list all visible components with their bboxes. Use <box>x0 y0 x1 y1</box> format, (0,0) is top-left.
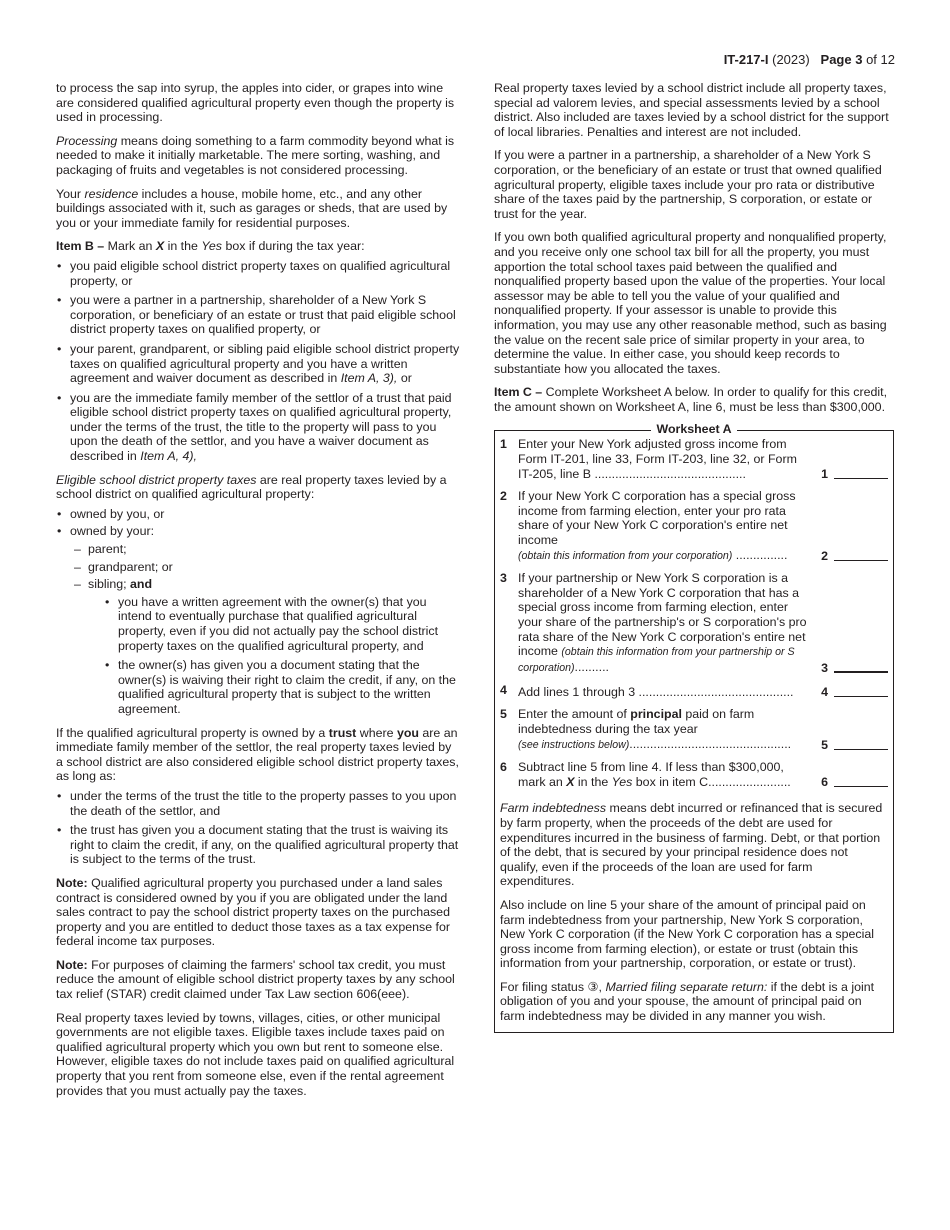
page-header <box>724 53 895 68</box>
worksheet-line-3: 3 If your partnership or New York S corporation is a shareholder of a New York C corporation that has a special gross income from farming election, enter your share of the partnership's or S corporation's pro rata share of the New York C corporation's entire net income (obtain this information from your partnership or S corporation).......... 3 <box>500 571 888 675</box>
paragraph-farm-indebtedness: Farm indebtedness means debt incurred or refinanced that is secured by farm property, when the proceeds of the debt are used for expenditures incurred in the business of farming. Debt, or that portion of the debt, that is secured by your principal residence does not qualify, even if the proceeds of the loan are used for farm expenditures. <box>500 801 883 889</box>
worksheet-line-6: 6 Subtract line 5 from line 4. If less than $300,000, mark an X in the Yes box in item C........................ 6 <box>500 760 888 789</box>
list-item: • you are the immediate family member of the settlor of a trust that paid eligible school district property taxes on qualified agricultural property, under the terms of the trust, the title to the property will pass to you upon the death of the settlor, and you have a waiver document as described in Item A, 4), <box>56 391 460 464</box>
line-3-amount-field[interactable] <box>834 658 888 673</box>
worksheet-line-5: 5 Enter the amount of principal paid on farm indebtedness during the tax year (see instructions below)............................................... 5 <box>500 707 888 752</box>
form-id: IT-217-I <box>723 52 769 67</box>
note-star-credit: Note: For purposes of claiming the farmers' school tax credit, you must reduce the amount of eligible school district property taxes by any school tax relief (STAR) credit claimed under Tax Law section 606(eee). <box>56 957 455 1002</box>
left-column <box>56 81 460 1107</box>
page-total: of 12 <box>866 52 895 67</box>
item-b-list <box>56 259 460 464</box>
list-item: – parent; <box>74 542 460 557</box>
line-1-amount-field[interactable] <box>834 465 888 479</box>
paragraph-processing-intro: to process the sap into syrup, the apples into cider, or grapes into wine are considered qualified agricultural property even though the property is used in processing. <box>56 81 455 125</box>
list-item: • under the terms of the trust the title to the property passes to you upon the death of the settlor, and <box>56 789 460 818</box>
list-item: • the trust has given you a document stating that the trust is waiving its right to claim the credit, if any, on the qualified agricultural property that is subject to the terms of the trust. <box>56 823 460 867</box>
worksheet-line-2: 2 If your New York C corporation has a special gross income from farming election, enter your pro rata share of your New York C corporation's entire net income (obtain this information from your corporation) ............... 2 <box>500 489 888 563</box>
list-item: • the owner(s) has given you a document stating that the owner(s) is waiving their right to claim the credit, if any, on the qualified agricultural property that is subject to the written agreement. <box>104 658 460 716</box>
paragraph-apportion: If you own both qualified agricultural property and nonqualified property, and you receive only one school tax bill for all the property, you must apportion the total school taxes paid between the qualified and nonqualified property based upon the value of the properties. Your local assessor may be able to tell you the value of your qualified and nonqualified property. If your assessor is unable to provide this information, you may use any other reasonable method, such as basing the value on the recent sale price of similar property in your area, to determine the value. In either case, you should keep records to substantiate how you allocated the taxes. <box>494 230 887 376</box>
trust-list <box>56 789 460 867</box>
paragraph-municipal-taxes: Real property taxes levied by towns, villages, cities, or other municipal governments are not eligible taxes. Eligible taxes include taxes paid on qualified agricultural property which you own but rent to someone else. However, eligible taxes do not include taxes paid on qualified agricultural property that you rent from someone else, even if the rental agreement provides that you must actually pay the taxes. <box>56 1010 455 1098</box>
right-column <box>494 81 894 1033</box>
form-year: (2023) <box>772 52 810 67</box>
paragraph-school-taxes: Real property taxes levied by a school district include all property taxes, special ad valorem levies, and special assessments levied by a school district. Also included are taxes levied by a school district for the support of local libraries. Penalties and interest are not included. <box>494 81 889 139</box>
worksheet-line-1: 1 Enter your New York adjusted gross income from Form IT-201, line 33, Form IT-203, line 32, or Form IT-205, line B ............................................ 1 <box>500 437 888 481</box>
relative-list <box>70 542 460 717</box>
line-2-amount-field[interactable] <box>834 547 888 561</box>
item-b-heading: Item B – Mark an X in the Yes box if during the tax year: <box>56 239 365 254</box>
list-item: – sibling; and • you have a written agreement with the owner(s) that you intend to eventually purchase that qualified agricultural property, even if you did not actually pay the school district property taxes on the qualified agricultural property, and • the owner(s) has given you a document stating that the owner(s) is waiving their right to claim the credit, if any, on the qualified agricultural property that is subject to the written agreement. <box>74 577 460 716</box>
line-5-amount-field[interactable] <box>834 736 888 750</box>
worksheet-notes <box>500 797 888 1023</box>
worksheet-line-4: 4 Add lines 1 through 3 ............................................. 4 <box>500 683 888 699</box>
paragraph-eligible-def: Eligible school district property taxes are real property taxes levied by a school district on qualified agricultural property: <box>56 472 447 502</box>
ownership-list <box>56 507 460 717</box>
worksheet-title: Worksheet A <box>651 422 736 436</box>
list-item: • you paid eligible school district property taxes on qualified agricultural property, or <box>56 259 460 288</box>
line-6-amount-field[interactable] <box>834 773 888 787</box>
paragraph-trust: If the qualified agricultural property is owned by a trust where you are an immediate family member of the settlor, the real property taxes levied by a school district are also considered eligible school district property taxes, as long as: <box>56 725 459 784</box>
paragraph-filing-status: For filing status ③, Married filing separate return: if the debt is a joint obligation of you and your spouse, the amount of principal paid on farm indebtedness may be divided in any manner you wish. <box>500 979 875 1024</box>
line-4-amount-field[interactable] <box>834 683 888 697</box>
paragraph-partner-share: If you were a partner in a partnership, a shareholder of a New York S corporation, or the beneficiary of an estate or trust that owned qualified agricultural property, eligible taxes include your pro rata or distributive share of the taxes paid by the partnership, S corporation, or estate or trust for the year. <box>494 148 882 221</box>
paragraph-residence-def: Your residence includes a house, mobile home, etc., and any other buildings associated with it, such as garages or sheds, that are used by you or your immediate family for residential purposes. <box>56 186 448 230</box>
list-item: • owned by your: – parent; – grandparent; or – sibling; and • you have a written agreement with the owner(s) that you intend to eventually purchase that qualified agricultural property, even if you did not actually pay the school district property taxes on the qualified agricultural property, and • the owner(s) has given you a document stating that the owner(s) is waiving their right to claim the credit, if any, on the qualified agricultural property that is subject to the written agreement. <box>56 524 460 716</box>
list-item: • your parent, grandparent, or sibling paid eligible school district property taxes on qualified agricultural property and you have a written agreement and waiver document as described in Item A, 3), or <box>56 342 460 386</box>
page-number: Page 3 <box>820 52 863 67</box>
paragraph-processing-def: Processing means doing something to a farm commodity beyond what is needed to make it initially marketable. The mere sorting, washing, and packaging of fruits and vegetables is not considered processing. <box>56 133 455 177</box>
agreement-list <box>88 595 460 717</box>
list-item: – grandparent; or <box>74 560 460 575</box>
worksheet-a <box>494 422 894 1032</box>
list-item: • owned by you, or <box>56 507 460 522</box>
paragraph-line5-share: Also include on line 5 your share of the amount of principal paid on farm indebtedness from your partnership, New York S corporation, New York C corporation (if the New York C corporation has a special gross income from farming election), or estate or trust (obtain this information from your partnership, corporation, or estate or trust). <box>500 897 874 971</box>
list-item: • you were a partner in a partnership, shareholder of a New York S corporation, or beneficiary of an estate or trust that paid eligible school district property taxes on qualified property, or <box>56 293 460 337</box>
note-land-sales: Note: Qualified agricultural property you purchased under a land sales contract is considered owned by you if you are obligated under the land sales contract to pay the school district property taxes on the purchased property and you are entitled to deduct those taxes as a tax expense for federal income tax purposes. <box>56 875 450 949</box>
list-item: • you have a written agreement with the owner(s) that you intend to eventually purchase that qualified agricultural property, even if you did not actually pay the school district property taxes on the qualified agricultural property, and <box>104 595 460 653</box>
item-c-heading: Item C – Complete Worksheet A below. In order to qualify for this credit, the amount shown on Worksheet A, line 6, must be less than $300,000. <box>494 385 888 414</box>
